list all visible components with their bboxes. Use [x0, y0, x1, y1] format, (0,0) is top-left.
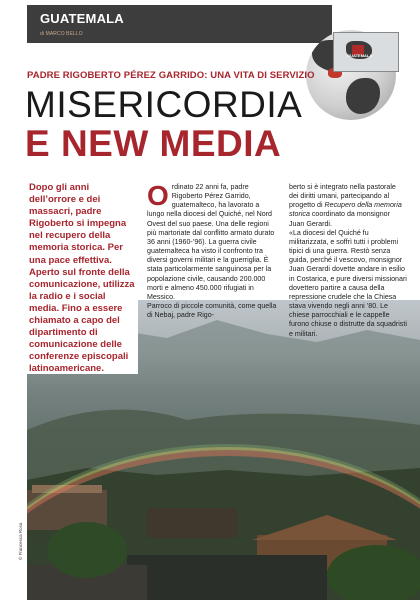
article-kicker: PADRE RIGOBERTO PÉREZ GARRIDO: UNA VITA DI SERVIZIO [27, 70, 315, 81]
photo-credit: © Francesca Rosa [18, 522, 23, 560]
section-tag: GUATEMALA [40, 11, 124, 26]
body-paragraph: Parroco di piccole comunità, come quella di Nebaj, padre Rigo- [147, 302, 277, 320]
body-text: berto si è integrato nella pastorale dei diritti umani, partecipando al progetto di [289, 183, 396, 210]
article-lead: Dopo gli anni dell’orrore e dei massacri, padre Rigoberto si impegna nel recupero della memoria storica. Per una pace effettiva. Aperto sul fronte della comunicazione, utilizza la radio e i social media. Fino a essere chiamato a capo del dipartimento di comunicazione delle conferenze episcopali latinoamericane. [29, 182, 135, 375]
body-paragraph [289, 183, 407, 229]
body-text: coordinato da monsignor Juan Gerardi. [289, 210, 390, 228]
body-column-1 [147, 180, 278, 320]
body-paragraph: rdinato 22 anni fa, padre Rigoberto Pérez Garrido, guatemalteco, ha lavorato a lungo nella diocesi del Quiché, nel Nord Ovest del suo paese. Una delle regioni più martoriate dal conflitto armato durato 36 anni (1960-’96). La guerra civile guatemalteca ha visto il confronto tra diversi governi militari e la guerriglia. È stata particolarmente sanguinosa per la popolazione civile, causando 200.000 morti e almeno 450.000 rifugiati in Messico. [147, 183, 275, 301]
article-title-line2: E NEW MEDIA [25, 123, 282, 164]
body-text-italic: Recupero della memoria storica [289, 201, 402, 219]
south-america-shape [346, 78, 380, 114]
body-paragraph: «La diocesi del Quiché fu militarizzata, e soffrì tutti i problemi tipici di una guerra. Restò senza guida, perché il vescovo, monsignor Juan Gerardi dovette andare in esilio in Costarica, e pure diversi missionari dovettero partire a causa della repressione crudele che la Chiesa stava vivendo negli anni ’80. Le chiese parrocchiali e le cappelle furono chiuse o distrutte da squadristi e militari. [289, 228, 407, 338]
drop-cap: O [147, 180, 169, 211]
article-title-line1: MISERICORDIA [25, 84, 303, 125]
author-byline: di MARCO BELLO [40, 31, 83, 37]
body-column-2 [289, 183, 407, 339]
inset-map-label: GUATEMALA [347, 53, 373, 58]
inset-map [333, 32, 399, 72]
